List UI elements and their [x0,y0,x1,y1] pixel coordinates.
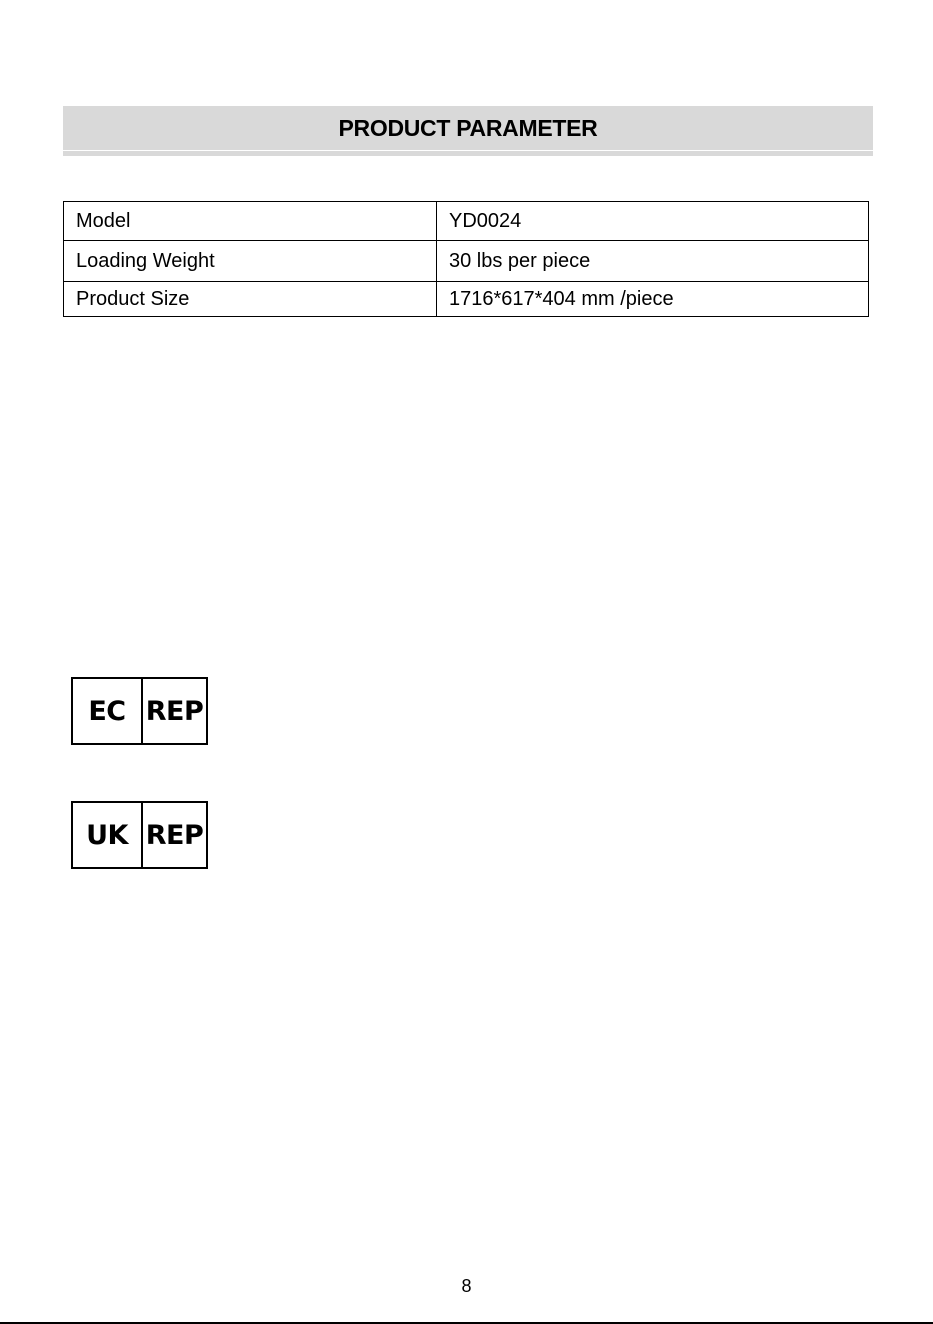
section-title: PRODUCT PARAMETER [338,114,598,141]
parameter-label: Loading Weight [64,241,437,282]
parameter-value: YD0024 [437,202,869,241]
ec-rep-left-label: EC [73,679,143,743]
ec-rep-right-label: REP [145,695,204,727]
uk-rep-right-label: REP [145,819,204,851]
section-header-band [63,106,873,150]
parameter-label: Model [64,202,437,241]
table-row [64,202,869,241]
uk-rep-left-label: UK [73,803,143,867]
table-row [64,241,869,282]
header-divider [63,151,873,156]
ec-rep-symbol [71,677,208,745]
parameter-value: 1716*617*404 mm /piece [437,282,869,317]
uk-rep-symbol [71,801,208,869]
parameter-value: 30 lbs per piece [437,241,869,282]
page-number: 8 [461,1276,472,1296]
table-row [64,282,869,317]
product-parameter-table [63,201,869,317]
parameter-label: Product Size [64,282,437,317]
